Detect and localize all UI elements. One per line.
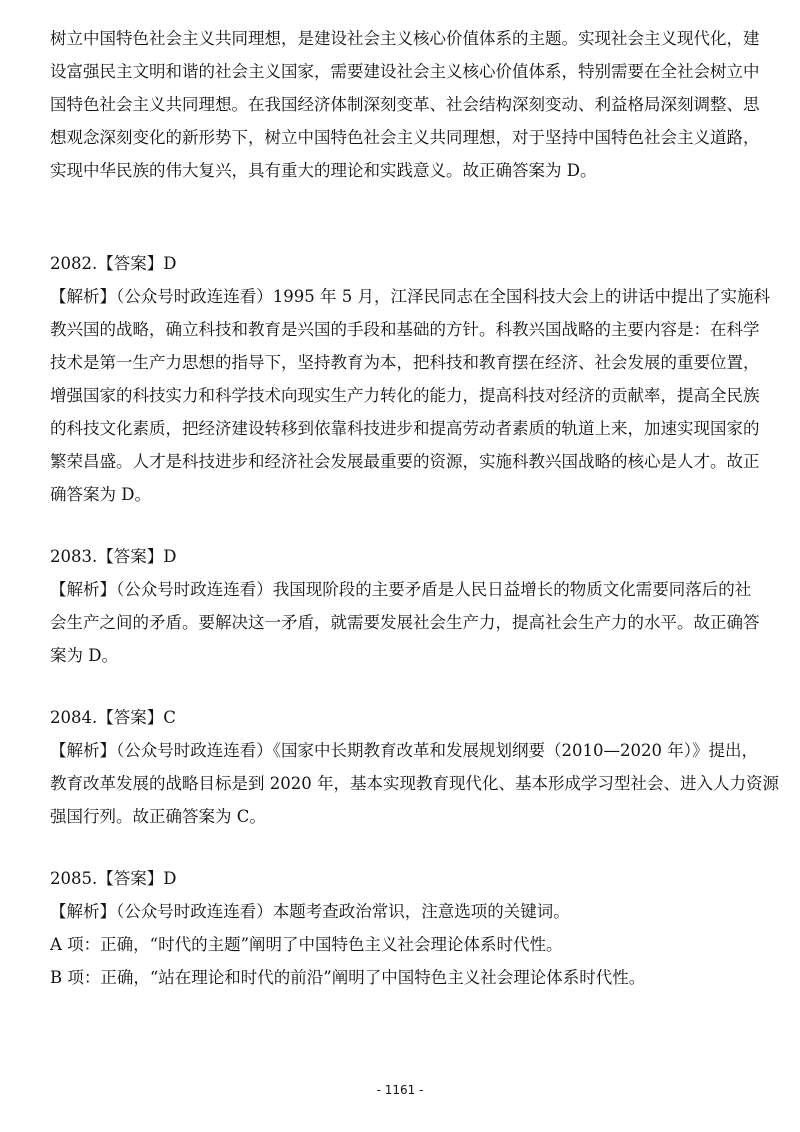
answer-heading: 2082.【答案】D (50, 254, 177, 273)
explanation-line: 案为 D。 (50, 646, 118, 665)
explanation-line: 【解析】（公众号时政连连看）我国现阶段的主要矛盾是人民日益增长的物质文化需要同落后的社 (50, 580, 752, 599)
explanation-line: 技术是第一生产力思想的指导下，坚持教育为本，把科技和教育摆在经济、社会发展的重要位置， (50, 353, 760, 372)
paragraph-line: 树立中国特色社会主义共同理想，是建设社会主义核心价值体系的主题。实现社会主义现代化，建 (50, 29, 760, 48)
paragraph-line: 实现中华民族的伟大复兴，具有重大的理论和实践意义。故正确答案为 D。 (50, 161, 597, 180)
explanation-line: 繁荣昌盛。人才是科技进步和经济社会发展最重要的资源，实施科教兴国战略的核心是人才。故正 (50, 452, 760, 471)
explanation-line: 会生产之间的矛盾。要解决这一矛盾，就需要发展社会生产力，提高社会生产力的水平。故正确答 (50, 613, 760, 632)
explanation-line: 增强国家的科技实力和科学技术向现实生产力转化的能力，提高科技对经济的贡献率，提高全民族 (50, 386, 760, 405)
option-line: A 项：正确，“时代的主题”阐明了中国特色主义社会理论体系时代性。 (50, 935, 563, 954)
answer-heading: 2083.【答案】D (50, 547, 177, 566)
option-line: B 项：正确，“站在理论和时代的前沿”阐明了中国特色主义社会理论体系时代性。 (50, 968, 646, 987)
paragraph-line: 想观念深刻变化的新形势下，树立中国特色社会主义共同理想，对于坚持中国特色社会主义道路， (50, 128, 760, 147)
answer-heading: 2084.【答案】C (50, 708, 176, 727)
explanation-line: 【解析】（公众号时政连连看）1995 年 5 月，江泽民同志在全国科技大会上的讲话中提出了实施科 (50, 287, 770, 306)
explanation-line: 强国行列。故正确答案为 C。 (50, 807, 266, 826)
answer-heading: 2085.【答案】D (50, 869, 177, 888)
explanation-line: 教育改革发展的战略目标是到 2020 年，基本实现教育现代化、基本形成学习型社会、进入人力资源 (50, 774, 779, 793)
explanation-line: 【解析】（公众号时政连连看）本题考查政治常识，注意选项的关键词。 (50, 902, 570, 921)
explanation-line: 的科技文化素质，把经济建设转移到依靠科技进步和提高劳动者素质的轨道上来，加速实现国家的 (50, 419, 760, 438)
explanation-line: 【解析】（公众号时政连连看）《国家中长期教育改革和发展规划纲要（2010—2020 年）》提出， (50, 741, 758, 760)
paragraph-line: 国特色社会主义共同理想。在我国经济体制深刻变革、社会结构深刻变动、利益格局深刻调整、思 (50, 95, 760, 114)
explanation-line: 确答案为 D。 (50, 485, 151, 504)
explanation-line: 教兴国的战略，确立科技和教育是兴国的手段和基础的方针。科教兴国战略的主要内容是：在科学 (50, 320, 760, 339)
page-number: - 1161 - (376, 1083, 424, 1097)
paragraph-line: 设富强民主文明和谐的社会主义国家，需要建设社会主义核心价值体系，特别需要在全社会树立中 (50, 62, 760, 81)
